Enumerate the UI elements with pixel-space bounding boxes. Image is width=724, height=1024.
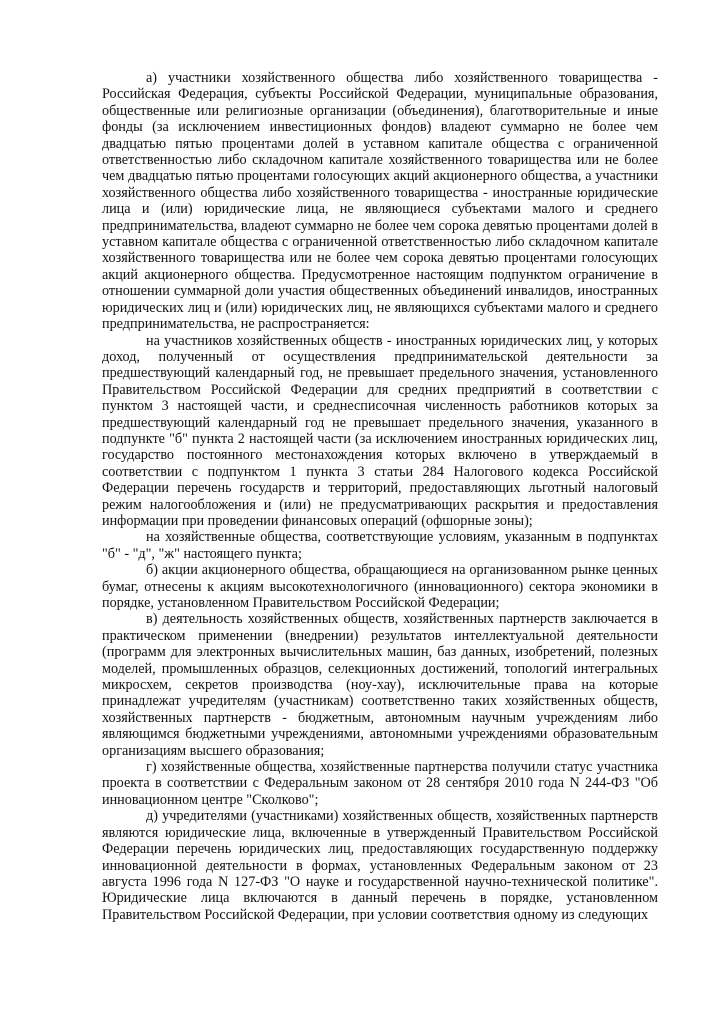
paragraph-d: д) учредителями (участниками) хозяйственных обществ, хозяйственных партнерств являются юридические лица, включенные в утвержденный Правительством Российской Федерации перечень юридических лиц, предоставляющих государственную поддержку инновационной деятельности в формах, установленных Федеральным законом от 23 августа 1996 года N 127-ФЗ "О науке и государственной научно-технической политике". Юридические лица включаются в данный перечень в порядке, установленном Правительством Российской Федерации, при условии соответствия одному из следующих (102, 808, 658, 923)
paragraph-economic-companies: на хозяйственные общества, соответствующие условиям, указанным в подпунктах "б" - "д", "ж" настоящего пункта; (102, 529, 658, 562)
paragraph-v: в) деятельность хозяйственных обществ, хозяйственных партнерств заключается в практическом применении (внедрении) результатов интеллектуальной деятельности (программ для электронных вычислительных машин, баз данных, изобретений, полезных моделей, промышленных образцов, селекционных достижений, топологий интегральных микросхем, секретов производства (ноу-хау), исключительные права на которые принадлежат учредителям (участникам) соответственно таких хозяйственных обществ, хозяйственных партнерств - бюджетным, автономным научным учреждениям либо являющимся бюджетными учреждениями, автономными учреждениями образовательным организациям высшего образования; (102, 611, 658, 759)
paragraph-b: б) акции акционерного общества, обращающиеся на организованном рынке ценных бумаг, отнесены к акциям высокотехнологичного (инновационного) сектора экономики в порядке, установленном Правительством Российской Федерации; (102, 562, 658, 611)
document-page (102, 70, 658, 923)
paragraph-a: а) участники хозяйственного общества либо хозяйственного товарищества - Российская Федерация, субъекты Российской Федерации, муниципальные образования, общественные или религиозные организации (объединения), благотворительные и иные фонды (за исключением инвестиционных фондов) владеют суммарно не более чем двадцатью пятью процентами долей в уставном капитале общества с ограниченной ответственностью либо складочном капитале хозяйственного товарищества или не более чем двадцатью пятью процентами голосующих акций акционерного общества, а участники хозяйственного общества либо хозяйственного товарищества - иностранные юридические лица и (или) юридические лица, не являющиеся субъектами малого и среднего предпринимательства, владеют суммарно не более чем сорока девятью процентами долей в уставном капитале общества с ограниченной ответственностью либо складочном капитале хозяйственного товарищества или не более чем сорока девятью процентами голосующих акций акционерного общества. Предусмотренное настоящим подпунктом ограничение в отношении суммарной доли участия общественных объединений инвалидов, иностранных юридических лиц и (или) юридических лиц, не являющихся субъектами малого и среднего предпринимательства, не распространяется: (102, 70, 658, 333)
paragraph-g: г) хозяйственные общества, хозяйственные партнерства получили статус участника проекта в соответствии с Федеральным законом от 28 сентября 2010 года N 244-ФЗ "Об инновационном центре "Сколково"; (102, 759, 658, 808)
paragraph-foreign-participants: на участников хозяйственных обществ - иностранных юридических лиц, у которых доход, полученный от осуществления предпринимательской деятельности за предшествующий календарный год, не превышает предельного значения, установленного Правительством Российской Федерации для средних предприятий в соответствии с пунктом 3 настоящей части, и среднесписочная численность работников которых за предшествующий календарный год не превышает предельного значения, указанного в подпункте "б" пункта 2 настоящей части (за исключением иностранных юридических лиц, государство постоянного местонахождения которых включено в утверждаемый в соответствии с подпунктом 1 пункта 3 статьи 284 Налогового кодекса Российской Федерации перечень государств и территорий, предоставляющих льготный налоговый режим налогообложения и (или) не предусматривающих раскрытия и предоставления информации при проведении финансовых операций (офшорные зоны); (102, 332, 658, 529)
